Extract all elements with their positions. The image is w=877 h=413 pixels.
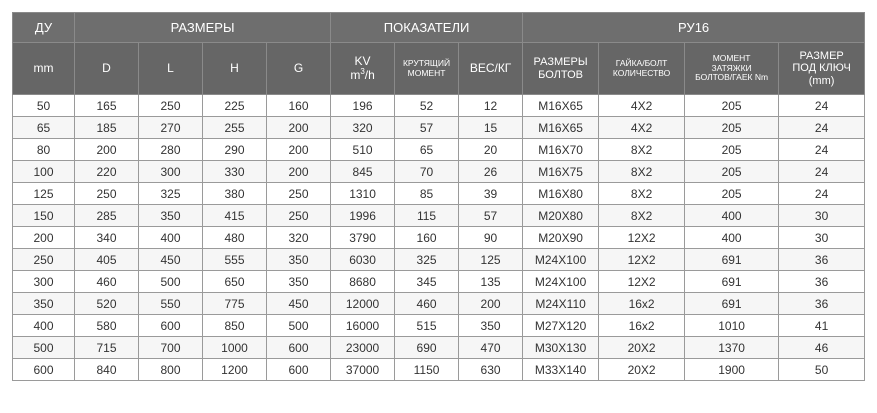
cell-h: 1000: [203, 337, 267, 359]
col-tighten-torque: [685, 43, 779, 95]
cell-h: 555: [203, 249, 267, 271]
cell-weight: 26: [459, 161, 523, 183]
cell-g: 450: [267, 293, 331, 315]
cell-weight: 135: [459, 271, 523, 293]
cell-l: 400: [139, 227, 203, 249]
cell-weight: 90: [459, 227, 523, 249]
cell-l: 350: [139, 205, 203, 227]
cell-bolts: M33X140: [523, 359, 599, 381]
cell-g: 200: [267, 139, 331, 161]
table-row: [13, 117, 865, 139]
cell-key-size: 36: [779, 271, 865, 293]
cell-l: 325: [139, 183, 203, 205]
cell-l: 270: [139, 117, 203, 139]
header-sizes: РАЗМЕРЫ: [75, 13, 331, 43]
table-row: [13, 271, 865, 293]
cell-torque: 160: [395, 227, 459, 249]
col-d: D: [75, 43, 139, 95]
cell-tighten-torque: 400: [685, 227, 779, 249]
cell-torque: 115: [395, 205, 459, 227]
cell-tighten-torque: 1010: [685, 315, 779, 337]
cell-l: 280: [139, 139, 203, 161]
cell-torque: 65: [395, 139, 459, 161]
cell-l: 500: [139, 271, 203, 293]
cell-key-size: 30: [779, 205, 865, 227]
col-kv-rest: /h: [364, 68, 375, 82]
cell-key-size: 50: [779, 359, 865, 381]
cell-l: 450: [139, 249, 203, 271]
table-body: [13, 95, 865, 381]
cell-kv: 16000: [331, 315, 395, 337]
col-du-unit: mm: [13, 43, 75, 95]
cell-bolts: M16X75: [523, 161, 599, 183]
cell-torque: 460: [395, 293, 459, 315]
cell-d: 220: [75, 161, 139, 183]
cell-torque: 85: [395, 183, 459, 205]
cell-h: 1200: [203, 359, 267, 381]
cell-weight: 200: [459, 293, 523, 315]
cell-bolts: M24X100: [523, 271, 599, 293]
cell-tighten-torque: 1370: [685, 337, 779, 359]
cell-h: 650: [203, 271, 267, 293]
col-kv: [331, 43, 395, 95]
cell-l: 550: [139, 293, 203, 315]
cell-bolts: M16X65: [523, 95, 599, 117]
cell-nut-qty: 20X2: [599, 359, 685, 381]
cell-g: 600: [267, 359, 331, 381]
cell-bolts: M16X70: [523, 139, 599, 161]
cell-du: 200: [13, 227, 75, 249]
cell-kv: 37000: [331, 359, 395, 381]
cell-l: 600: [139, 315, 203, 337]
cell-weight: 470: [459, 337, 523, 359]
cell-du: 300: [13, 271, 75, 293]
cell-tighten-torque: 691: [685, 271, 779, 293]
col-bolts-line2: БОЛТОВ: [538, 68, 584, 81]
cell-tighten-torque: 400: [685, 205, 779, 227]
cell-du: 100: [13, 161, 75, 183]
cell-weight: 125: [459, 249, 523, 271]
cell-kv: 12000: [331, 293, 395, 315]
cell-d: 715: [75, 337, 139, 359]
cell-g: 350: [267, 249, 331, 271]
cell-kv: 8680: [331, 271, 395, 293]
cell-kv: 6030: [331, 249, 395, 271]
cell-h: 380: [203, 183, 267, 205]
cell-bolts: M16X80: [523, 183, 599, 205]
cell-nut-qty: 8X2: [599, 205, 685, 227]
cell-key-size: 30: [779, 227, 865, 249]
cell-du: 125: [13, 183, 75, 205]
table-row: [13, 183, 865, 205]
col-key-line1: РАЗМЕР: [799, 50, 844, 63]
cell-torque: 57: [395, 117, 459, 139]
cell-bolts: M24X110: [523, 293, 599, 315]
cell-torque: 515: [395, 315, 459, 337]
cell-d: 185: [75, 117, 139, 139]
cell-d: 520: [75, 293, 139, 315]
cell-d: 580: [75, 315, 139, 337]
cell-tighten-torque: 1900: [685, 359, 779, 381]
cell-key-size: 36: [779, 293, 865, 315]
cell-h: 255: [203, 117, 267, 139]
col-kv-unit: m: [350, 68, 361, 82]
cell-du: 600: [13, 359, 75, 381]
cell-g: 160: [267, 95, 331, 117]
cell-kv: 510: [331, 139, 395, 161]
table-row: [13, 359, 865, 381]
col-tighten-line3: БОЛТОВ/ГАЕК Nm: [695, 72, 769, 83]
cell-torque: 325: [395, 249, 459, 271]
col-key-line3: (mm): [808, 74, 835, 87]
cell-weight: 12: [459, 95, 523, 117]
header-du: ДУ: [13, 13, 75, 43]
cell-kv: 1310: [331, 183, 395, 205]
col-h: H: [203, 43, 267, 95]
table-row: [13, 293, 865, 315]
cell-tighten-torque: 205: [685, 183, 779, 205]
cell-tighten-torque: 205: [685, 117, 779, 139]
cell-h: 480: [203, 227, 267, 249]
col-nut-qty: [599, 43, 685, 95]
cell-tighten-torque: 691: [685, 293, 779, 315]
table-row: [13, 337, 865, 359]
cell-key-size: 41: [779, 315, 865, 337]
table-row: [13, 205, 865, 227]
cell-du: 500: [13, 337, 75, 359]
table-row: [13, 139, 865, 161]
table-row: [13, 315, 865, 337]
header-group-row: [13, 13, 865, 43]
col-kv-label: KV: [354, 53, 371, 68]
cell-kv: 196: [331, 95, 395, 117]
cell-g: 250: [267, 205, 331, 227]
col-kv-sup: 3: [360, 67, 365, 76]
spec-table-container: [12, 12, 864, 381]
col-torque-line2: МОМЕНТ: [407, 67, 446, 78]
cell-du: 50: [13, 95, 75, 117]
cell-h: 775: [203, 293, 267, 315]
cell-du: 400: [13, 315, 75, 337]
cell-torque: 1150: [395, 359, 459, 381]
cell-weight: 350: [459, 315, 523, 337]
cell-l: 800: [139, 359, 203, 381]
cell-d: 200: [75, 139, 139, 161]
table-row: [13, 227, 865, 249]
cell-l: 300: [139, 161, 203, 183]
header-indicators: ПОКАЗАТЕЛИ: [331, 13, 523, 43]
cell-bolts: M20X80: [523, 205, 599, 227]
col-nut-line2: КОЛИЧЕСТВО: [612, 67, 671, 78]
col-g: G: [267, 43, 331, 95]
cell-h: 225: [203, 95, 267, 117]
cell-key-size: 36: [779, 249, 865, 271]
cell-nut-qty: 12X2: [599, 271, 685, 293]
cell-g: 250: [267, 183, 331, 205]
cell-nut-qty: 16x2: [599, 315, 685, 337]
col-nut-line1: ГАЙКА/БОЛТ: [615, 58, 668, 69]
cell-kv: 320: [331, 117, 395, 139]
cell-weight: 15: [459, 117, 523, 139]
cell-g: 600: [267, 337, 331, 359]
cell-d: 840: [75, 359, 139, 381]
cell-weight: 57: [459, 205, 523, 227]
cell-d: 165: [75, 95, 139, 117]
cell-key-size: 24: [779, 139, 865, 161]
cell-nut-qty: 16x2: [599, 293, 685, 315]
cell-tighten-torque: 205: [685, 161, 779, 183]
cell-nut-qty: 12X2: [599, 249, 685, 271]
cell-g: 200: [267, 161, 331, 183]
cell-h: 850: [203, 315, 267, 337]
cell-g: 500: [267, 315, 331, 337]
cell-d: 405: [75, 249, 139, 271]
cell-torque: 70: [395, 161, 459, 183]
col-l: L: [139, 43, 203, 95]
cell-key-size: 24: [779, 117, 865, 139]
cell-nut-qty: 20X2: [599, 337, 685, 359]
cell-kv: 23000: [331, 337, 395, 359]
table-row: [13, 161, 865, 183]
cell-g: 320: [267, 227, 331, 249]
cell-h: 290: [203, 139, 267, 161]
cell-l: 700: [139, 337, 203, 359]
col-bolts: [523, 43, 599, 95]
cell-h: 330: [203, 161, 267, 183]
cell-l: 250: [139, 95, 203, 117]
cell-kv: 845: [331, 161, 395, 183]
cell-weight: 39: [459, 183, 523, 205]
col-tighten-line1: МОМЕНТ: [712, 53, 751, 64]
cell-du: 80: [13, 139, 75, 161]
col-tighten-line2: ЗАТЯЖКИ: [711, 62, 752, 73]
cell-tighten-torque: 205: [685, 139, 779, 161]
table-row: [13, 249, 865, 271]
cell-h: 415: [203, 205, 267, 227]
cell-d: 460: [75, 271, 139, 293]
cell-tighten-torque: 691: [685, 249, 779, 271]
cell-bolts: M16X65: [523, 117, 599, 139]
cell-key-size: 24: [779, 183, 865, 205]
cell-d: 250: [75, 183, 139, 205]
cell-bolts: M27X120: [523, 315, 599, 337]
cell-key-size: 24: [779, 161, 865, 183]
valve-spec-table: [12, 12, 865, 381]
cell-bolts: M30X130: [523, 337, 599, 359]
header-pn16: РУ16: [523, 13, 865, 43]
col-weight: ВЕС/КГ: [459, 43, 523, 95]
cell-g: 200: [267, 117, 331, 139]
cell-du: 150: [13, 205, 75, 227]
col-key-size: [779, 43, 865, 95]
cell-torque: 345: [395, 271, 459, 293]
cell-nut-qty: 8X2: [599, 161, 685, 183]
cell-bolts: M20X90: [523, 227, 599, 249]
cell-key-size: 24: [779, 95, 865, 117]
cell-g: 350: [267, 271, 331, 293]
cell-bolts: M24X100: [523, 249, 599, 271]
cell-torque: 690: [395, 337, 459, 359]
cell-weight: 630: [459, 359, 523, 381]
cell-torque: 52: [395, 95, 459, 117]
cell-d: 285: [75, 205, 139, 227]
cell-kv: 1996: [331, 205, 395, 227]
cell-weight: 20: [459, 139, 523, 161]
cell-key-size: 46: [779, 337, 865, 359]
col-bolts-line1: РАЗМЕРЫ: [533, 56, 588, 69]
cell-du: 350: [13, 293, 75, 315]
cell-nut-qty: 4X2: [599, 117, 685, 139]
cell-nut-qty: 12X2: [599, 227, 685, 249]
cell-du: 65: [13, 117, 75, 139]
table-row: [13, 95, 865, 117]
col-key-line2: ПОД КЛЮЧ: [792, 62, 851, 75]
cell-nut-qty: 4X2: [599, 95, 685, 117]
cell-du: 250: [13, 249, 75, 271]
cell-d: 340: [75, 227, 139, 249]
header-column-row: [13, 43, 865, 95]
col-torque-line1: КРУТЯЩИЙ: [402, 58, 451, 69]
col-torque: [395, 43, 459, 95]
cell-nut-qty: 8X2: [599, 183, 685, 205]
cell-tighten-torque: 205: [685, 95, 779, 117]
cell-kv: 3790: [331, 227, 395, 249]
cell-nut-qty: 8X2: [599, 139, 685, 161]
